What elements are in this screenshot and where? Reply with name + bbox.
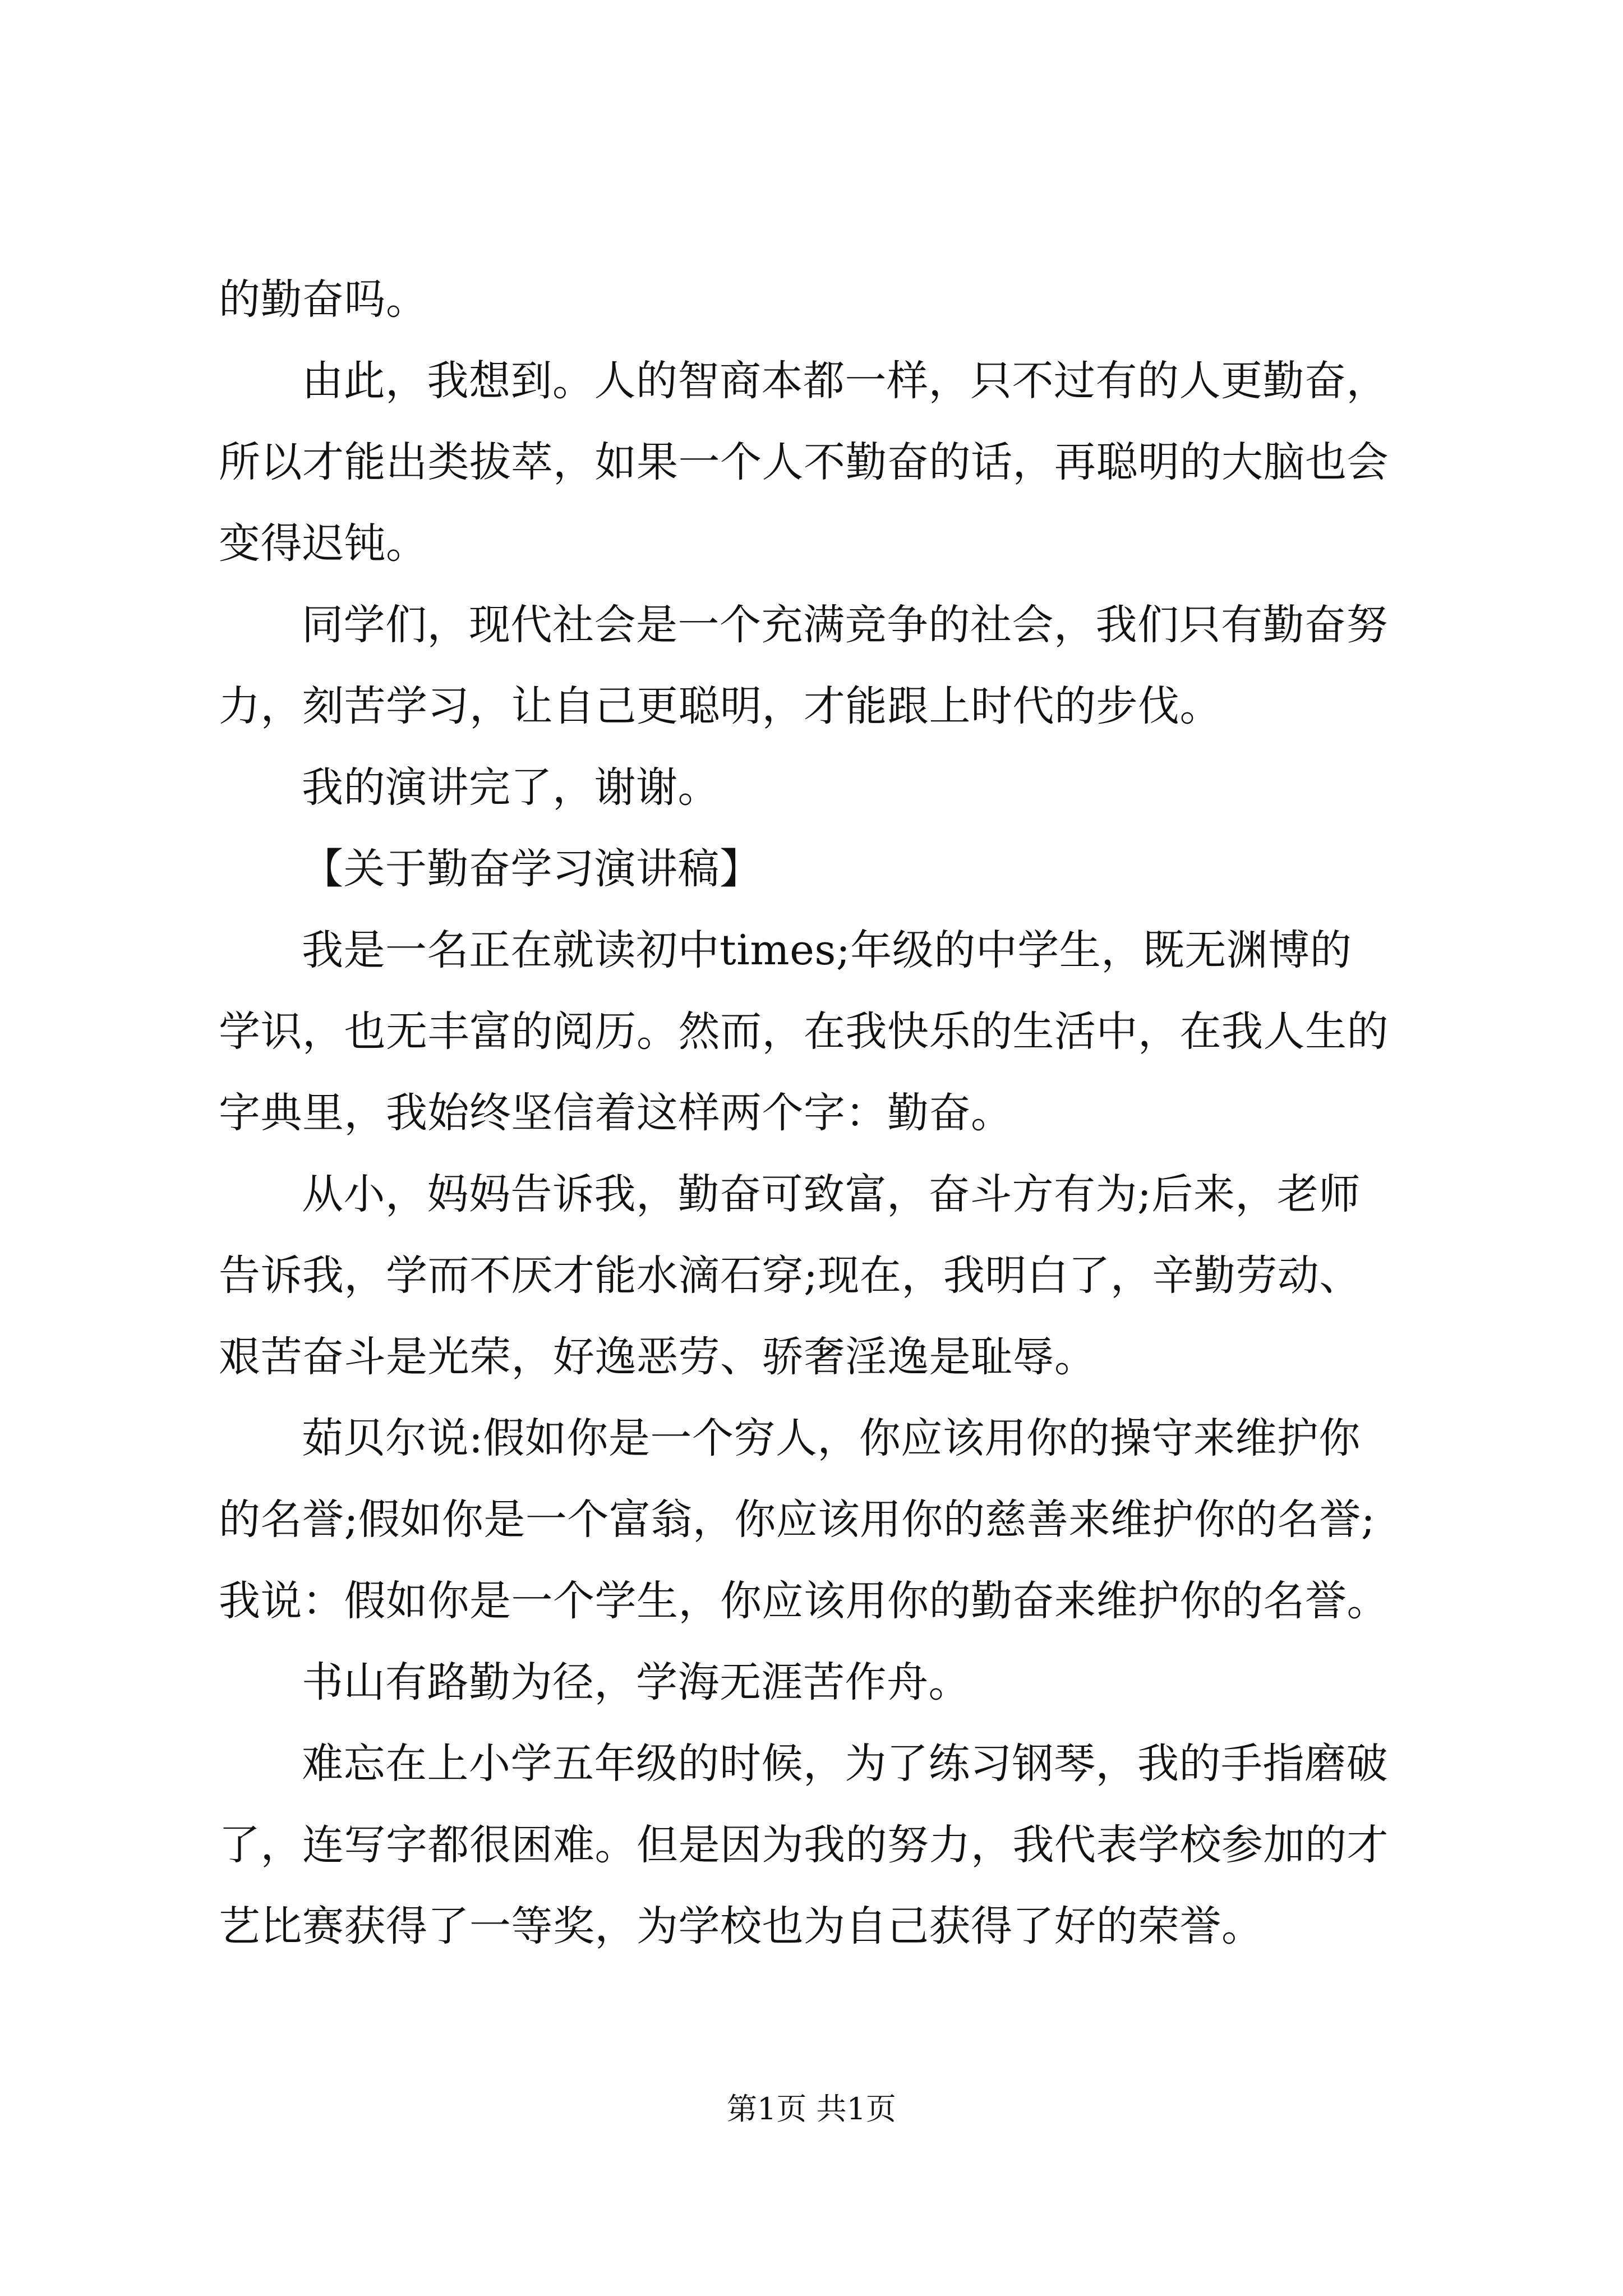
paragraph-line: 所以才能出类拔萃，如果一个人不勤奋的话，再聪明的大脑也会	[219, 438, 1389, 486]
paragraph-first-line: 从小，妈妈告诉我，勤奋可致富，奋斗方有为;后来，老师	[302, 1170, 1361, 1218]
paragraph-line: 力，刻苦学习，让自己更聪明，才能跟上时代的步伐。	[219, 682, 1221, 730]
paragraph-line: 的勤奋吗。	[219, 275, 428, 324]
paragraph-first-line: 【关于勤奋学习演讲稿】	[302, 845, 762, 893]
paragraph-line: 我说：假如你是一个学生，你应该用你的勤奋来维护你的名誉。	[219, 1577, 1389, 1625]
paragraph-first-line: 我的演讲完了，谢谢。	[302, 763, 720, 812]
paragraph-line: 字典里，我始终坚信着这样两个字：勤奋。	[219, 1089, 1013, 1137]
paragraph-first-line: 书山有路勤为径，学海无涯苦作舟。	[302, 1658, 970, 1706]
paragraph-line: 学识，也无丰富的阅历。然而，在我快乐的生活中，在我人生的	[219, 1007, 1389, 1056]
paragraph-first-line: 同学们，现代社会是一个充满竞争的社会，我们只有勤奋努	[302, 601, 1388, 649]
paragraph-line: 变得迟钝。	[219, 519, 428, 568]
paragraph-line: 告诉我，学而不厌才能水滴石穿;现在，我明白了，辛勤劳动、	[219, 1251, 1361, 1300]
paragraph-line: 艺比赛获得了一等奖，为学校也为自己获得了好的荣誉。	[219, 1902, 1264, 1950]
document-body	[219, 259, 1430, 1967]
paragraph-first-line: 茹贝尔说:假如你是一个穷人，你应该用你的操守来维护你	[302, 1414, 1361, 1462]
paragraph-first-line: 由此，我想到。人的智商本都一样，只不过有的人更勤奋，	[302, 357, 1388, 405]
paragraph-line: 的名誉;假如你是一个富翁，你应该用你的慈善来维护你的名誉;	[219, 1496, 1376, 1544]
paragraph-first-line: 难忘在上小学五年级的时候，为了练习钢琴，我的手指磨破	[302, 1740, 1388, 1788]
paragraph-line: 艰苦奋斗是光荣，好逸恶劳、骄奢淫逸是耻辱。	[219, 1333, 1096, 1381]
paragraph-line: 了，连写字都很困难。但是因为我的努力，我代表学校参加的才	[219, 1821, 1389, 1869]
page-footer: 第1页 共1页	[727, 2091, 896, 2127]
paragraph-first-line: 我是一名正在就读初中times;年级的中学生，既无渊博的	[302, 926, 1352, 974]
